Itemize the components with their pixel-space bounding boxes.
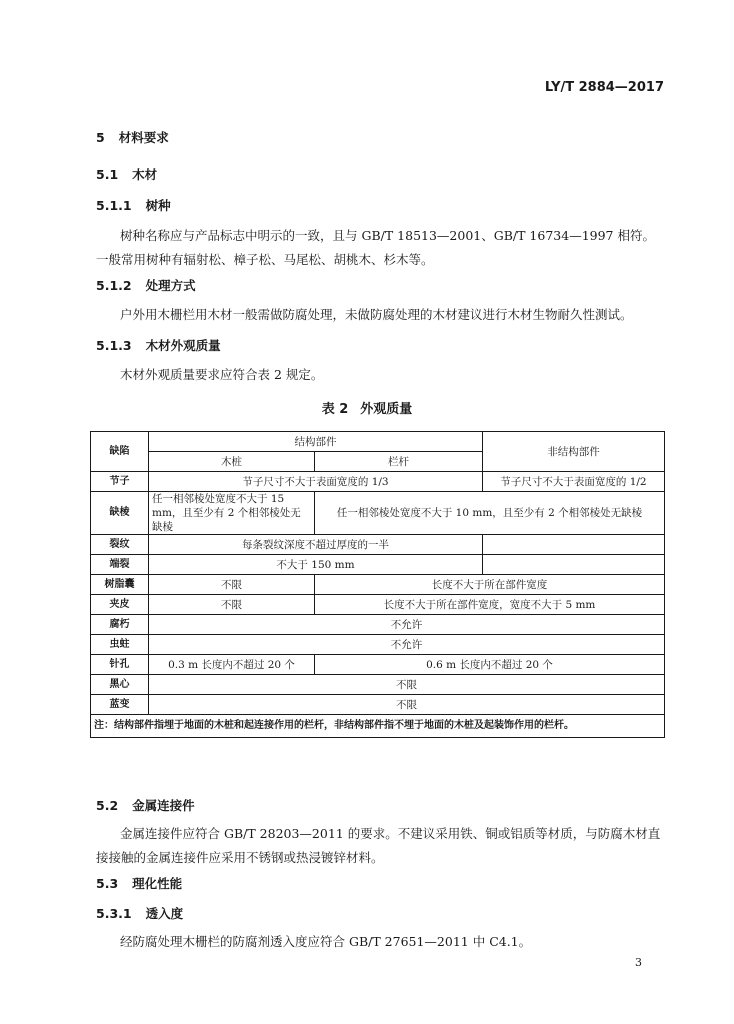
paragraph-5-2: 金属连接件应符合 GB/T 28203—2011 的要求。不建议采用铁、铜或铝质等材质，与防腐木材直接接触的金属连接件应采用不锈钢或热浸镀锌材料。: [96, 826, 661, 865]
cell: 每条裂纹深度不超过厚度的一半: [149, 535, 483, 555]
heading-number: 5.1.2: [96, 278, 132, 293]
row-name: 节子: [91, 472, 149, 492]
appearance-quality-table: [90, 431, 665, 738]
cell: 任一相邻棱处宽度不大于 15 mm，且至少有 2 个相邻棱处无缺棱: [149, 492, 315, 535]
table-row: [91, 535, 665, 555]
table-row: [91, 655, 665, 675]
cell: 任一相邻棱处宽度不大于 10 mm，且至少有 2 个相邻棱处无缺棱: [315, 492, 665, 535]
heading-text: 透入度: [145, 906, 184, 921]
cell: [483, 555, 665, 575]
row-name: 树脂囊: [91, 575, 149, 595]
paragraph-5-3-1: 经防腐处理木栅栏的防腐剂透入度应符合 GB/T 27651—2011 中 C4.1。: [120, 934, 532, 949]
table-row: [91, 695, 665, 715]
table-row: [91, 492, 665, 535]
cell: 不允许: [149, 615, 665, 635]
header-nonstructural: 非结构部件: [483, 432, 665, 472]
page-number: 3: [635, 956, 642, 969]
heading-text: 金属连接件: [132, 798, 195, 813]
heading-text: 处理方式: [145, 278, 196, 293]
cell: 0.6 m 长度内不超过 20 个: [315, 655, 665, 675]
heading-number: 5.1: [96, 167, 119, 182]
header-defect: 缺陷: [91, 432, 149, 472]
heading-5-3-1: [96, 904, 183, 922]
heading-number: 5: [96, 130, 105, 145]
cell: 节子尺寸不大于表面宽度的 1/3: [149, 472, 483, 492]
table-header-row: [91, 432, 665, 452]
paragraph-5-1-2: 户外用木栅栏用木材一般需做防腐处理，未做防腐处理的木材建议进行木材生物耐久性测试。: [120, 307, 633, 322]
heading-text: 材料要求: [118, 130, 169, 145]
header-rail: 栏杆: [315, 452, 483, 472]
heading-number: 5.2: [96, 798, 119, 813]
cell: 0.3 m 长度内不超过 20 个: [149, 655, 315, 675]
header-pile: 木桩: [149, 452, 315, 472]
cell: 不限: [149, 575, 315, 595]
table-caption-number: 表 2: [321, 402, 349, 417]
table-caption-title: 外观质量: [360, 402, 413, 417]
cell: 不限: [149, 695, 665, 715]
cell: 长度不大于所在部件宽度: [315, 575, 665, 595]
row-name: 缺棱: [91, 492, 149, 535]
table-row: [91, 615, 665, 635]
heading-5-1-2: [96, 276, 196, 294]
heading-5-3: [96, 874, 182, 892]
paragraph-5-1-3: 木材外观质量要求应符合表 2 规定。: [120, 367, 324, 382]
table-caption: [0, 398, 734, 417]
row-name: 裂纹: [91, 535, 149, 555]
table-note-row: [91, 715, 665, 738]
table-row: [91, 635, 665, 655]
heading-5-1-3: [96, 336, 221, 354]
heading-5-2: [96, 796, 195, 814]
cell: 长度不大于所在部件宽度，宽度不大于 5 mm: [315, 595, 665, 615]
paragraph-5-1-1: 树种名称应与产品标志中明示的一致，且与 GB/T 18513—2001、GB/T 16734—1997 相符。一般常用树种有辐射松、樟子松、马尾松、胡桃木、杉木等。: [96, 228, 655, 267]
table-row: [91, 675, 665, 695]
heading-5-1: [96, 165, 157, 183]
heading-text: 木材外观质量: [145, 338, 221, 353]
row-name: 端裂: [91, 555, 149, 575]
heading-5-1-1: [96, 196, 171, 214]
heading-number: 5.3: [96, 876, 119, 891]
table-row: [91, 575, 665, 595]
standard-code: LY/T 2884—2017: [544, 80, 664, 95]
header-structural: 结构部件: [149, 432, 483, 452]
table-note: 注：结构部件指埋于地面的木桩和起连接作用的栏杆，非结构部件指不埋于地面的木桩及起装饰作用的栏杆。: [91, 715, 665, 738]
heading-text: 树种: [145, 198, 171, 213]
row-name: 蓝变: [91, 695, 149, 715]
row-name: 针孔: [91, 655, 149, 675]
heading-number: 5.3.1: [96, 906, 132, 921]
cell: 不限: [149, 675, 665, 695]
table-row: [91, 595, 665, 615]
table-row: [91, 555, 665, 575]
heading-text: 木材: [132, 167, 158, 182]
row-name: 黑心: [91, 675, 149, 695]
cell: 不大于 150 mm: [149, 555, 483, 575]
heading-text: 理化性能: [132, 876, 183, 891]
cell: 节子尺寸不大于表面宽度的 1/2: [483, 472, 665, 492]
table-row: [91, 472, 665, 492]
heading-5: [96, 128, 169, 146]
cell: 不允许: [149, 635, 665, 655]
heading-number: 5.1.1: [96, 198, 132, 213]
cell: 不限: [149, 595, 315, 615]
cell: [483, 535, 665, 555]
heading-number: 5.1.3: [96, 338, 132, 353]
row-name: 虫蛀: [91, 635, 149, 655]
row-name: 夹皮: [91, 595, 149, 615]
row-name: 腐朽: [91, 615, 149, 635]
